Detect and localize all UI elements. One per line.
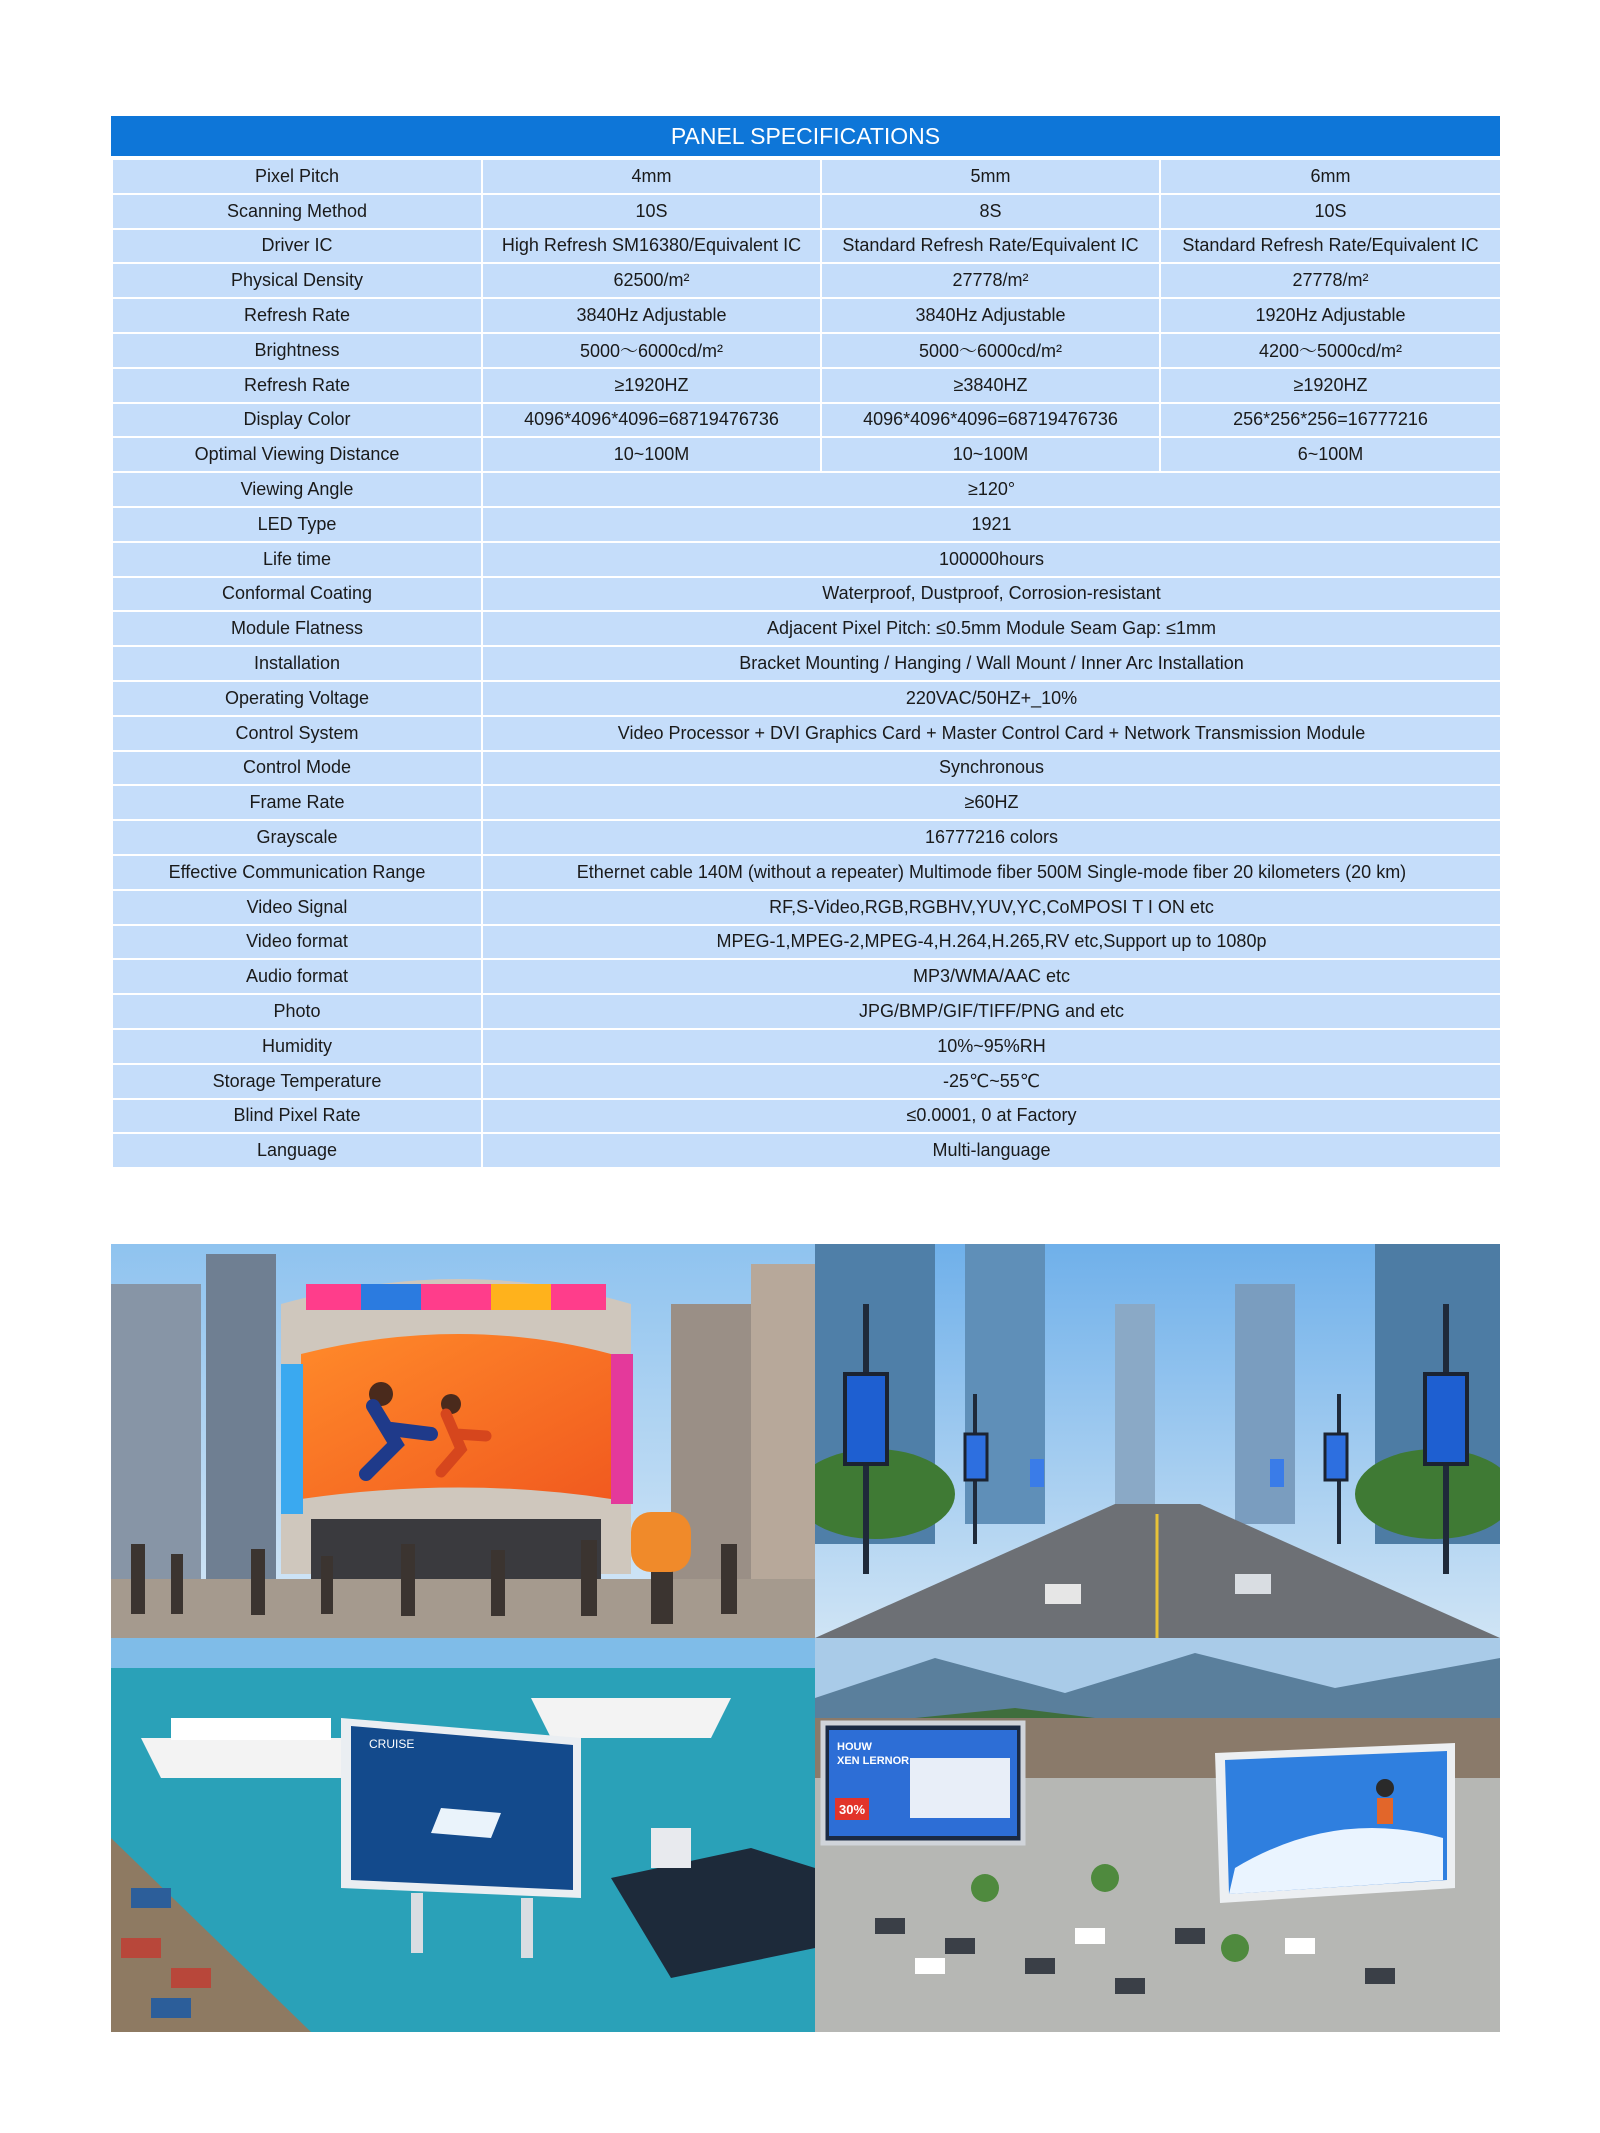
- spec-value: 1920Hz Adjustable: [1160, 298, 1501, 333]
- spec-value: 16777216 colors: [482, 820, 1501, 855]
- spec-row: [112, 263, 1501, 298]
- spec-label: Brightness: [112, 333, 482, 368]
- mall-banner-headline-1: HOUW: [837, 1741, 872, 1753]
- spec-label: Storage Temperature: [112, 1064, 482, 1099]
- spec-row: [112, 994, 1501, 1029]
- spec-row: [112, 959, 1501, 994]
- spec-label: Driver IC: [112, 229, 482, 264]
- spec-value: Waterproof, Dustproof, Corrosion-resistant: [482, 577, 1501, 612]
- photo-street-pole-screens: [815, 1244, 1500, 1638]
- spec-value: MP3/WMA/AAC etc: [482, 959, 1501, 994]
- mall-parking-billboards-illustration: [815, 1638, 1500, 2032]
- spec-value: Adjacent Pixel Pitch: ≤0.5mm Module Seam Gap: ≤1mm: [482, 611, 1501, 646]
- spec-title: PANEL SPECIFICATIONS: [111, 116, 1500, 158]
- spec-value: MPEG-1,MPEG-2,MPEG-4,H.264,H.265,RV etc,Support up to 1080p: [482, 925, 1501, 960]
- spec-value: 8S: [821, 194, 1160, 229]
- spec-row: [112, 716, 1501, 751]
- spec-label: Effective Communication Range: [112, 855, 482, 890]
- spec-label: Refresh Rate: [112, 298, 482, 333]
- spec-table: [111, 158, 1502, 1169]
- spec-row: [112, 1064, 1501, 1099]
- spec-value: Standard Refresh Rate/Equivalent IC: [1160, 229, 1501, 264]
- spec-label: Optimal Viewing Distance: [112, 437, 482, 472]
- spec-label: Display Color: [112, 403, 482, 438]
- spec-label: Module Flatness: [112, 611, 482, 646]
- spec-row: [112, 681, 1501, 716]
- spec-value: 256*256*256=16777216: [1160, 403, 1501, 438]
- spec-row: [112, 1029, 1501, 1064]
- spec-label: Humidity: [112, 1029, 482, 1064]
- spec-label: Pixel Pitch: [112, 159, 482, 194]
- spec-value: 4mm: [482, 159, 821, 194]
- spec-label: Video Signal: [112, 890, 482, 925]
- spec-value: 4096*4096*4096=68719476736: [821, 403, 1160, 438]
- spec-value: 3840Hz Adjustable: [482, 298, 821, 333]
- spec-row: [112, 890, 1501, 925]
- spec-value: Ethernet cable 140M (without a repeater) Multimode fiber 500M Single-mode fiber 20 kilometers (20 km): [482, 855, 1501, 890]
- spec-value: -25℃~55℃: [482, 1064, 1501, 1099]
- spec-value: 220VAC/50HZ+_10%: [482, 681, 1501, 716]
- spec-value: Bracket Mounting / Hanging / Wall Mount / Inner Arc Installation: [482, 646, 1501, 681]
- spec-value: 62500/m²: [482, 263, 821, 298]
- spec-label: Video format: [112, 925, 482, 960]
- spec-sheet: [111, 116, 1500, 1169]
- spec-value: ≥120°: [482, 472, 1501, 507]
- spec-label: Photo: [112, 994, 482, 1029]
- spec-label: Physical Density: [112, 263, 482, 298]
- spec-row: [112, 1133, 1501, 1168]
- spec-value: Standard Refresh Rate/Equivalent IC: [821, 229, 1160, 264]
- spec-value: Multi-language: [482, 1133, 1501, 1168]
- spec-row: [112, 751, 1501, 786]
- street-pole-screens-illustration: [815, 1244, 1500, 1638]
- spec-value: High Refresh SM16380/Equivalent IC: [482, 229, 821, 264]
- building-curved-screen-illustration: [111, 1244, 815, 1638]
- spec-label: Viewing Angle: [112, 472, 482, 507]
- spec-value: 100000hours: [482, 542, 1501, 577]
- spec-row: [112, 925, 1501, 960]
- spec-row: [112, 194, 1501, 229]
- mall-banner-discount: 30%: [839, 1802, 866, 1817]
- spec-value: 1921: [482, 507, 1501, 542]
- spec-row: [112, 368, 1501, 403]
- spec-row: [112, 646, 1501, 681]
- spec-value: 4200～5000cd/m²: [1160, 333, 1501, 368]
- spec-label: Audio format: [112, 959, 482, 994]
- spec-row: [112, 820, 1501, 855]
- spec-label: LED Type: [112, 507, 482, 542]
- spec-value: 27778/m²: [1160, 263, 1501, 298]
- spec-row: [112, 1099, 1501, 1134]
- spec-row: [112, 611, 1501, 646]
- spec-row: [112, 472, 1501, 507]
- spec-value: 10S: [482, 194, 821, 229]
- spec-row: [112, 785, 1501, 820]
- spec-label: Refresh Rate: [112, 368, 482, 403]
- spec-row: [112, 229, 1501, 264]
- photo-building-curved-screen: [111, 1244, 815, 1638]
- photo-port-billboard: [111, 1638, 815, 2032]
- spec-value: ≤0.0001, 0 at Factory: [482, 1099, 1501, 1134]
- spec-row: [112, 437, 1501, 472]
- spec-row: [112, 298, 1501, 333]
- spec-value: Synchronous: [482, 751, 1501, 786]
- spec-table-body: [112, 159, 1501, 1168]
- spec-value: 3840Hz Adjustable: [821, 298, 1160, 333]
- spec-row: [112, 542, 1501, 577]
- spec-value: 10~100M: [482, 437, 821, 472]
- spec-label: Blind Pixel Rate: [112, 1099, 482, 1134]
- spec-value: ≥60HZ: [482, 785, 1501, 820]
- spec-label: Scanning Method: [112, 194, 482, 229]
- spec-value: 4096*4096*4096=68719476736: [482, 403, 821, 438]
- spec-value: ≥1920HZ: [482, 368, 821, 403]
- spec-value: 10S: [1160, 194, 1501, 229]
- spec-value: ≥3840HZ: [821, 368, 1160, 403]
- spec-label: Conformal Coating: [112, 577, 482, 612]
- spec-label: Installation: [112, 646, 482, 681]
- spec-row: [112, 403, 1501, 438]
- spec-value: 6~100M: [1160, 437, 1501, 472]
- spec-label: Frame Rate: [112, 785, 482, 820]
- spec-value: RF,S-Video,RGB,RGBHV,YUV,YC,CoMPOSI T I ON etc: [482, 890, 1501, 925]
- spec-value: 10%~95%RH: [482, 1029, 1501, 1064]
- spec-label: Control System: [112, 716, 482, 751]
- application-photos: [111, 1244, 1500, 2032]
- spec-row: [112, 333, 1501, 368]
- spec-value: 6mm: [1160, 159, 1501, 194]
- spec-label: Life time: [112, 542, 482, 577]
- spec-value: ≥1920HZ: [1160, 368, 1501, 403]
- spec-value: 5000～6000cd/m²: [821, 333, 1160, 368]
- spec-row: [112, 855, 1501, 890]
- spec-label: Grayscale: [112, 820, 482, 855]
- spec-value: Video Processor + DVI Graphics Card + Master Control Card + Network Transmission Module: [482, 716, 1501, 751]
- spec-label: Operating Voltage: [112, 681, 482, 716]
- spec-value: 10~100M: [821, 437, 1160, 472]
- port-screen-title: CRUISE: [369, 1737, 415, 1751]
- spec-value: 5mm: [821, 159, 1160, 194]
- spec-row: [112, 159, 1501, 194]
- mall-banner-headline-2: XEN LERNOR: [837, 1755, 910, 1767]
- spec-label: Control Mode: [112, 751, 482, 786]
- port-billboard-illustration: [111, 1638, 815, 2032]
- spec-row: [112, 577, 1501, 612]
- spec-value: 5000～6000cd/m²: [482, 333, 821, 368]
- spec-row: [112, 507, 1501, 542]
- spec-value: JPG/BMP/GIF/TIFF/PNG and etc: [482, 994, 1501, 1029]
- spec-label: Language: [112, 1133, 482, 1168]
- photo-mall-parking-billboards: [815, 1638, 1500, 2032]
- spec-value: 27778/m²: [821, 263, 1160, 298]
